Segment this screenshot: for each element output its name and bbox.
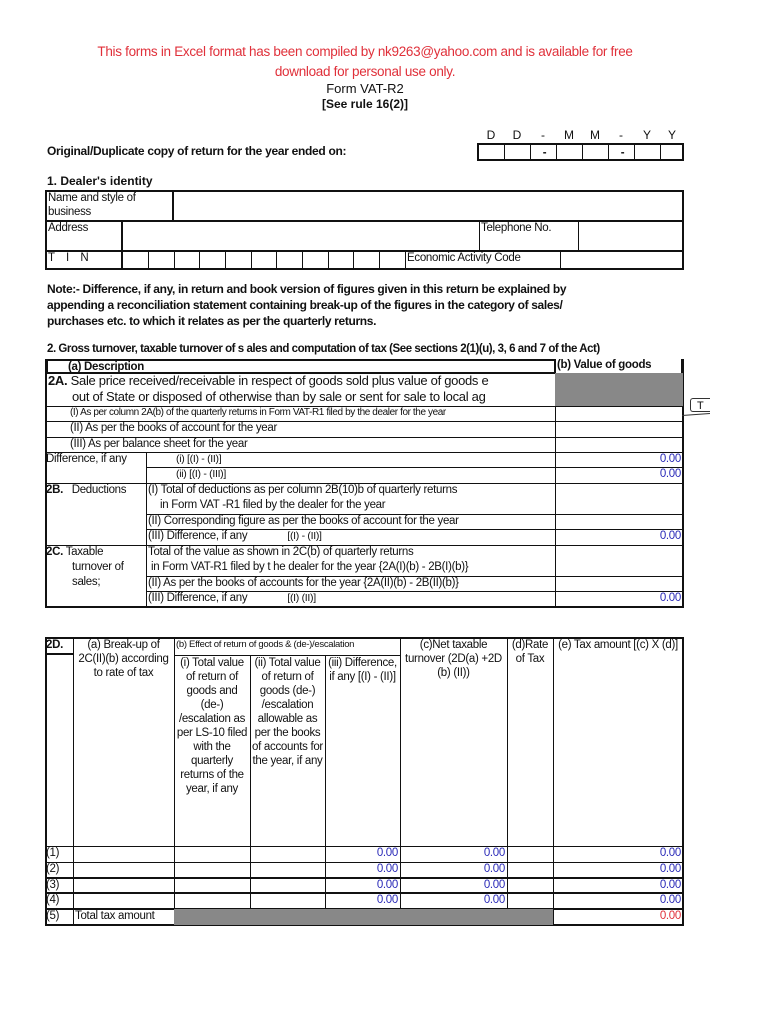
return-books-field[interactable] <box>250 846 326 863</box>
tin-digit-6[interactable] <box>251 251 277 269</box>
difference-ii-value: 0.00 <box>555 467 683 484</box>
date-header-sep2: - <box>619 128 623 142</box>
date-cell-y1[interactable] <box>634 144 661 160</box>
telephone-label: Telephone No. <box>479 221 579 252</box>
net-taxable-value: 0.00 <box>400 862 508 879</box>
date-header-y2: Y <box>667 128 676 142</box>
row-2b-i-line2: in Form VAT -R1 filed by the dealer for the year <box>160 499 386 511</box>
row-2a-description <box>46 373 556 407</box>
row-2a-code: 2A. <box>48 373 68 388</box>
row-2a-iii-value[interactable] <box>555 437 683 453</box>
col-2d-b-i-header: (i) Total value of return of goods and (de-) /escalation as per LS-10 filed with the quarterly returns of the year, if any <box>174 655 251 847</box>
rule-reference: [See rule 16(2)] <box>321 97 409 111</box>
col-2d-b-ii-header: (ii) Total value of return of goods (de-) /escalation allowable as per the books of accounts for the year, if any <box>250 655 326 847</box>
tin-digit-8[interactable] <box>302 251 329 269</box>
return-ls10-field[interactable] <box>174 893 251 910</box>
row-2b-ii-label: (II) Corresponding figure as per the books of account for the year <box>146 514 556 530</box>
difference-value: 0.00 <box>325 846 401 863</box>
row-2c-i-line1: Total of the value as shown in 2C(b) of quarterly returns <box>148 546 414 558</box>
difference-value: 0.00 <box>325 878 401 894</box>
total-tax-value: 0.00 <box>659 910 681 922</box>
row-2b-iii-value: 0.00 <box>555 529 683 546</box>
date-cell-d1[interactable] <box>478 144 505 160</box>
row-2c-title1: Taxable <box>65 546 104 558</box>
rate-breakup-field[interactable] <box>73 893 175 910</box>
section2-heading: 2. Gross turnover, taxable turnover of s ales and computation of tax (See sections 2(1)(u), 3, 6 and 7 of the Act) <box>47 343 600 355</box>
rate-field[interactable] <box>507 846 554 863</box>
tax-amount-value: 0.00 <box>553 893 683 910</box>
difference-label: Difference, if any <box>46 452 147 484</box>
date-header-y1: Y <box>642 128 651 142</box>
date-header-d1: D <box>486 128 496 142</box>
section2d-code-spacer <box>46 654 74 847</box>
side-line-artifact <box>682 413 710 416</box>
tin-digit-5[interactable] <box>225 251 252 269</box>
row-2b-i-line1: (I) Total of deductions as per column 2B(10)b of quarterly returns <box>148 484 458 496</box>
date-header-m1: M <box>564 128 574 142</box>
row-2b-iii-label <box>146 529 556 546</box>
row-2c-ii-label: (II) As per the books of accounts for the year {2A(II)(b) - 2B(II)(b)} <box>146 576 556 592</box>
row-2a-line2: out of State or disposed of otherwise than by sale or sent for sale to local ag <box>72 389 486 404</box>
side-artifact-text: T <box>697 400 704 412</box>
tin-digit-2[interactable] <box>148 251 175 269</box>
tin-digit-10[interactable] <box>353 251 380 269</box>
tin-digit-7[interactable] <box>276 251 303 269</box>
tin-digit-1[interactable] <box>122 251 149 269</box>
note-line3: purchases etc. to which it relates as per the quarterly returns. <box>47 314 377 328</box>
date-header-sep1: - <box>541 128 545 142</box>
tax-amount-value: 0.00 <box>553 846 683 863</box>
row-2c-i-value[interactable] <box>555 545 683 577</box>
row-number: (1) <box>46 846 74 863</box>
row-2c-i-line2: in Form VAT-R1 filed by t he dealer for the year {2A(I)(b) - 2B(I)(b)} <box>151 561 469 573</box>
section2d-code: 2D. <box>46 638 74 655</box>
row-2b-i-label <box>146 483 556 515</box>
row-2a-value-shaded <box>555 373 683 407</box>
year-ended-label: Original/Duplicate copy of return for the year ended on: <box>47 144 347 158</box>
date-cell-m1[interactable] <box>556 144 583 160</box>
rate-breakup-field[interactable] <box>73 878 175 894</box>
tin-digit-11[interactable] <box>379 251 406 269</box>
row-2a-i-label: (I) As per column 2A(b) of the quarterly returns in Form VAT-R1 filed by the dealer for the year <box>46 406 556 422</box>
col-2d-a-header: (a) Break-up of 2C(II)(b) according to rate of tax <box>73 638 175 847</box>
tax-amount-value: 0.00 <box>553 862 683 879</box>
row-2c-iii-formula: [(I) (II)] <box>287 592 316 604</box>
date-cell-sep1: - <box>530 144 557 160</box>
tin-digit-9[interactable] <box>328 251 354 269</box>
date-cell-m2[interactable] <box>582 144 609 160</box>
date-cell-y2[interactable] <box>660 144 684 160</box>
business-name-field[interactable] <box>173 191 683 222</box>
col-2d-d-header: (d)Rate of Tax <box>507 638 554 847</box>
telephone-field[interactable] <box>578 221 683 252</box>
note-line2: appending a reconciliation statement containing break-up of the figures in the category of sales/ <box>47 298 563 312</box>
return-ls10-field[interactable] <box>174 878 251 894</box>
row-number: (2) <box>46 862 74 879</box>
col-2d-c-header: (c)Net taxable turnover (2D(a) +2D (b) (II)) <box>400 638 508 847</box>
form-title: Form VAT-R2 <box>326 81 404 96</box>
col-a-description-text: (a) Description <box>68 361 145 373</box>
row-2a-line1: Sale price received/receivable in respect of goods sold plus value of goods e <box>70 373 489 388</box>
return-books-field[interactable] <box>250 893 326 910</box>
row-2b-label <box>46 483 147 546</box>
row-number: (3) <box>46 878 74 894</box>
row-2b-i-value[interactable] <box>555 483 683 515</box>
compiler-notice-line1: This forms in Excel format has been compiled by nk9263@yahoo.com and is available for free <box>97 44 633 59</box>
row-2c-ii-value[interactable] <box>555 576 683 592</box>
row-2a-ii-value[interactable] <box>555 421 683 438</box>
row-2a-i-value[interactable] <box>555 406 683 422</box>
rate-field[interactable] <box>507 893 554 910</box>
economic-activity-code-label: Economic Activity Code <box>405 251 561 269</box>
difference-value: 0.00 <box>325 862 401 879</box>
business-name-label: Name and style of business <box>46 191 174 222</box>
tin-digit-3[interactable] <box>174 251 200 269</box>
rate-breakup-field[interactable] <box>73 846 175 863</box>
net-taxable-value: 0.00 <box>400 846 508 863</box>
col-b-value-header: (b) Value of goods <box>555 359 683 374</box>
return-books-field[interactable] <box>250 878 326 894</box>
dealer-identity-heading: 1. Dealer's identity <box>47 174 153 188</box>
difference-i-label: (i) [(I) - (II)] <box>146 452 556 468</box>
tin-digit-4[interactable] <box>199 251 226 269</box>
net-taxable-value: 0.00 <box>400 893 508 910</box>
date-header-m2: M <box>590 128 600 142</box>
total-row-number: (5) <box>46 909 74 925</box>
col-2d-b-header: (b) Effect of return of goods & (de-)/escalation <box>174 638 401 656</box>
difference-i-value: 0.00 <box>555 452 683 468</box>
compiler-notice-line2: download for personal use only. <box>274 64 456 79</box>
col-2d-b-iii-header: (iii) Difference, if any [(I) - (II)] <box>325 655 401 847</box>
row-2c-code: 2C. <box>46 546 63 558</box>
net-taxable-value: 0.00 <box>400 878 508 894</box>
address-field[interactable] <box>122 221 480 252</box>
date-cell-d2[interactable] <box>504 144 531 160</box>
row-2c-iii-label <box>146 591 556 607</box>
return-ls10-field[interactable] <box>174 862 251 879</box>
difference-value: 0.00 <box>325 893 401 910</box>
row-2c-iii-value: 0.00 <box>659 592 681 604</box>
total-row-shaded <box>174 909 554 925</box>
row-2c-title2: turnover of <box>72 561 124 573</box>
row-2b-title: Deductions <box>71 484 127 496</box>
tin-label: T I N <box>46 251 123 269</box>
rate-field[interactable] <box>507 862 554 879</box>
return-ls10-field[interactable] <box>174 846 251 863</box>
date-header-d2: D <box>512 128 522 142</box>
col-2d-e-header: (e) Tax amount [(c) X (d)] <box>553 638 683 847</box>
col-a-description-header <box>46 359 556 374</box>
row-2b-ii-value[interactable] <box>555 514 683 530</box>
tax-amount-value: 0.00 <box>553 878 683 894</box>
row-2a-iii-label: (III) As per balance sheet for the year <box>46 437 556 453</box>
row-2c-label <box>46 545 147 607</box>
row-2c-i-label <box>146 545 556 577</box>
row-2b-iii-text: (III) Difference, if any <box>148 530 248 542</box>
rate-field[interactable] <box>507 878 554 894</box>
return-books-field[interactable] <box>250 862 326 879</box>
difference-ii-label: (ii) [(I) - (III)] <box>146 467 556 484</box>
rate-breakup-field[interactable] <box>73 862 175 879</box>
row-2c-iii-text: (III) Difference, if any <box>148 592 248 604</box>
side-text-box-artifact <box>690 398 710 412</box>
row-2a-ii-label: (II) As per the books of account for the year <box>46 421 556 438</box>
row-2c-title3: sales; <box>72 576 101 588</box>
date-cell-sep2: - <box>608 144 635 160</box>
total-tax-label: Total tax amount <box>73 909 175 925</box>
economic-activity-code-field[interactable] <box>560 251 683 269</box>
address-label: Address <box>46 221 123 252</box>
row-2b-iii-formula: [(I) - (II)] <box>287 530 322 542</box>
row-number: (4) <box>46 893 74 910</box>
note-line1: Note:- Difference, if any, in return and book version of figures given in this return be explained by <box>47 282 567 296</box>
row-2b-code: 2B. <box>46 484 63 496</box>
